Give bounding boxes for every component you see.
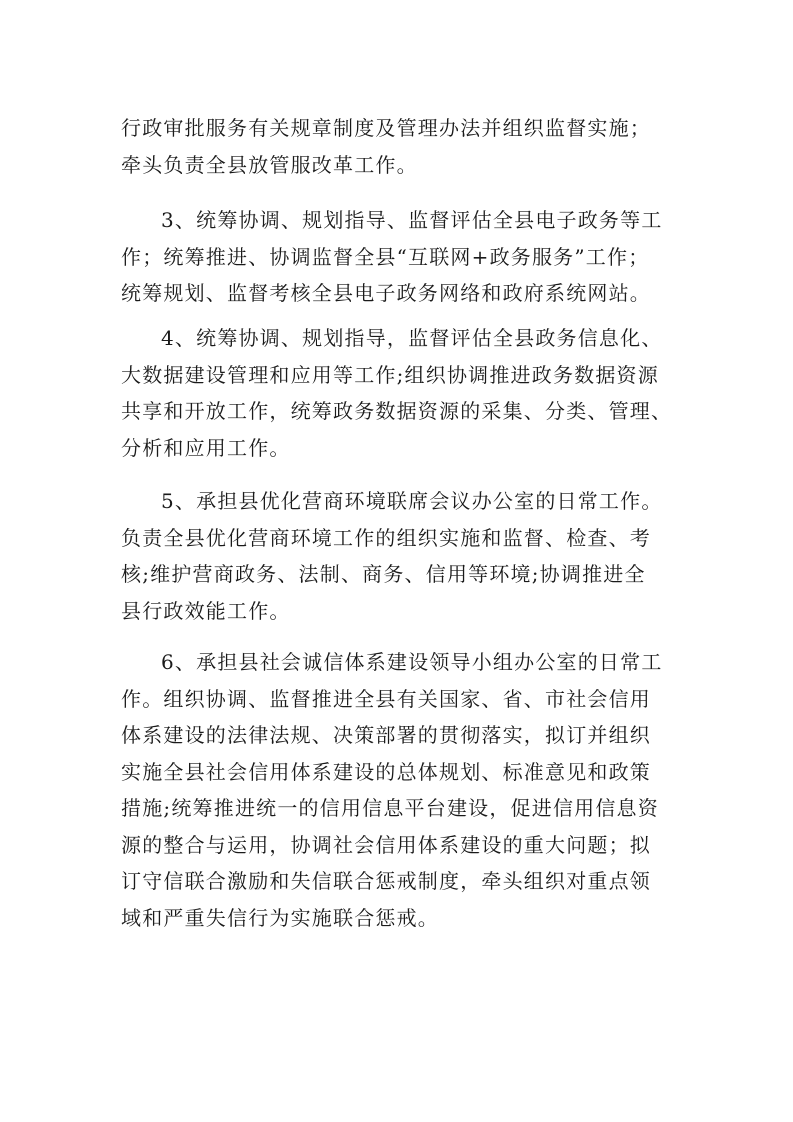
paragraph-line: 4、统筹协调、规划指导，监督评估全县政务信息化、 xyxy=(161,326,663,350)
paragraph-line: 共享和开放工作，统筹政务数据资源的采集、分类、管理、 xyxy=(121,399,673,423)
paragraph-line: 3、统筹协调、规划指导、监督评估全县电子政务等工 xyxy=(161,208,663,232)
paragraph-line: 行政审批服务有关规章制度及管理办法并组织监督实施； xyxy=(121,116,651,140)
paragraph-line: 实施全县社会信用体系建设的总体规划、标准意见和政策 xyxy=(121,759,651,784)
paragraph-item-3 xyxy=(121,202,669,312)
paragraph-line: 措施;统筹推进统一的信用信息平台建设，促进信用信息资 xyxy=(121,796,659,820)
paragraph-line: 统筹规划、监督考核全县电子政务网络和政府系统网站。 xyxy=(121,281,651,305)
paragraph-line: 域和严重失信行为实施联合惩戒。 xyxy=(121,905,439,930)
paragraph-line: 牵头负责全县放管服改革工作。 xyxy=(121,152,418,177)
paragraph-line: 体系建设的法律法规、决策部署的贯彻落实，拟订并组织 xyxy=(121,723,651,747)
paragraph-line: 源的整合与运用，协调社会信用体系建设的重大问题；拟 xyxy=(121,832,651,857)
paragraph-line: 负责全县优化营商环境工作的组织实施和监督、检查、考 xyxy=(121,525,651,550)
paragraph-line: 大数据建设管理和应用等工作;组织协调推进政务数据资源 xyxy=(121,362,659,387)
paragraph-line: 分析和应用工作。 xyxy=(121,435,291,460)
paragraph-item-4 xyxy=(121,320,673,466)
paragraph-item-6 xyxy=(121,644,669,936)
paragraph-line: 订守信联合激励和失信联合惩戒制度，牵头组织对重点领 xyxy=(121,869,651,893)
paragraph-1 xyxy=(121,110,669,183)
paragraph-line: 作。组织协调、监督推进全县有关国家、省、市社会信用 xyxy=(121,686,651,711)
paragraph-line: 作；统筹推进、协调监督全县“互联网+政务服务”工作； xyxy=(121,244,650,269)
paragraph-line: 核;维护营商政务、法制、商务、信用等环境;协调推进全 xyxy=(121,562,646,586)
paragraph-item-5 xyxy=(121,483,669,629)
paragraph-line: 5、承担县优化营商环境联席会议办公室的日常工作。 xyxy=(161,489,663,513)
paragraph-line: 6、承担县社会诚信体系建设领导小组办公室的日常工 xyxy=(161,650,663,674)
paragraph-line: 县行政效能工作。 xyxy=(121,598,291,623)
